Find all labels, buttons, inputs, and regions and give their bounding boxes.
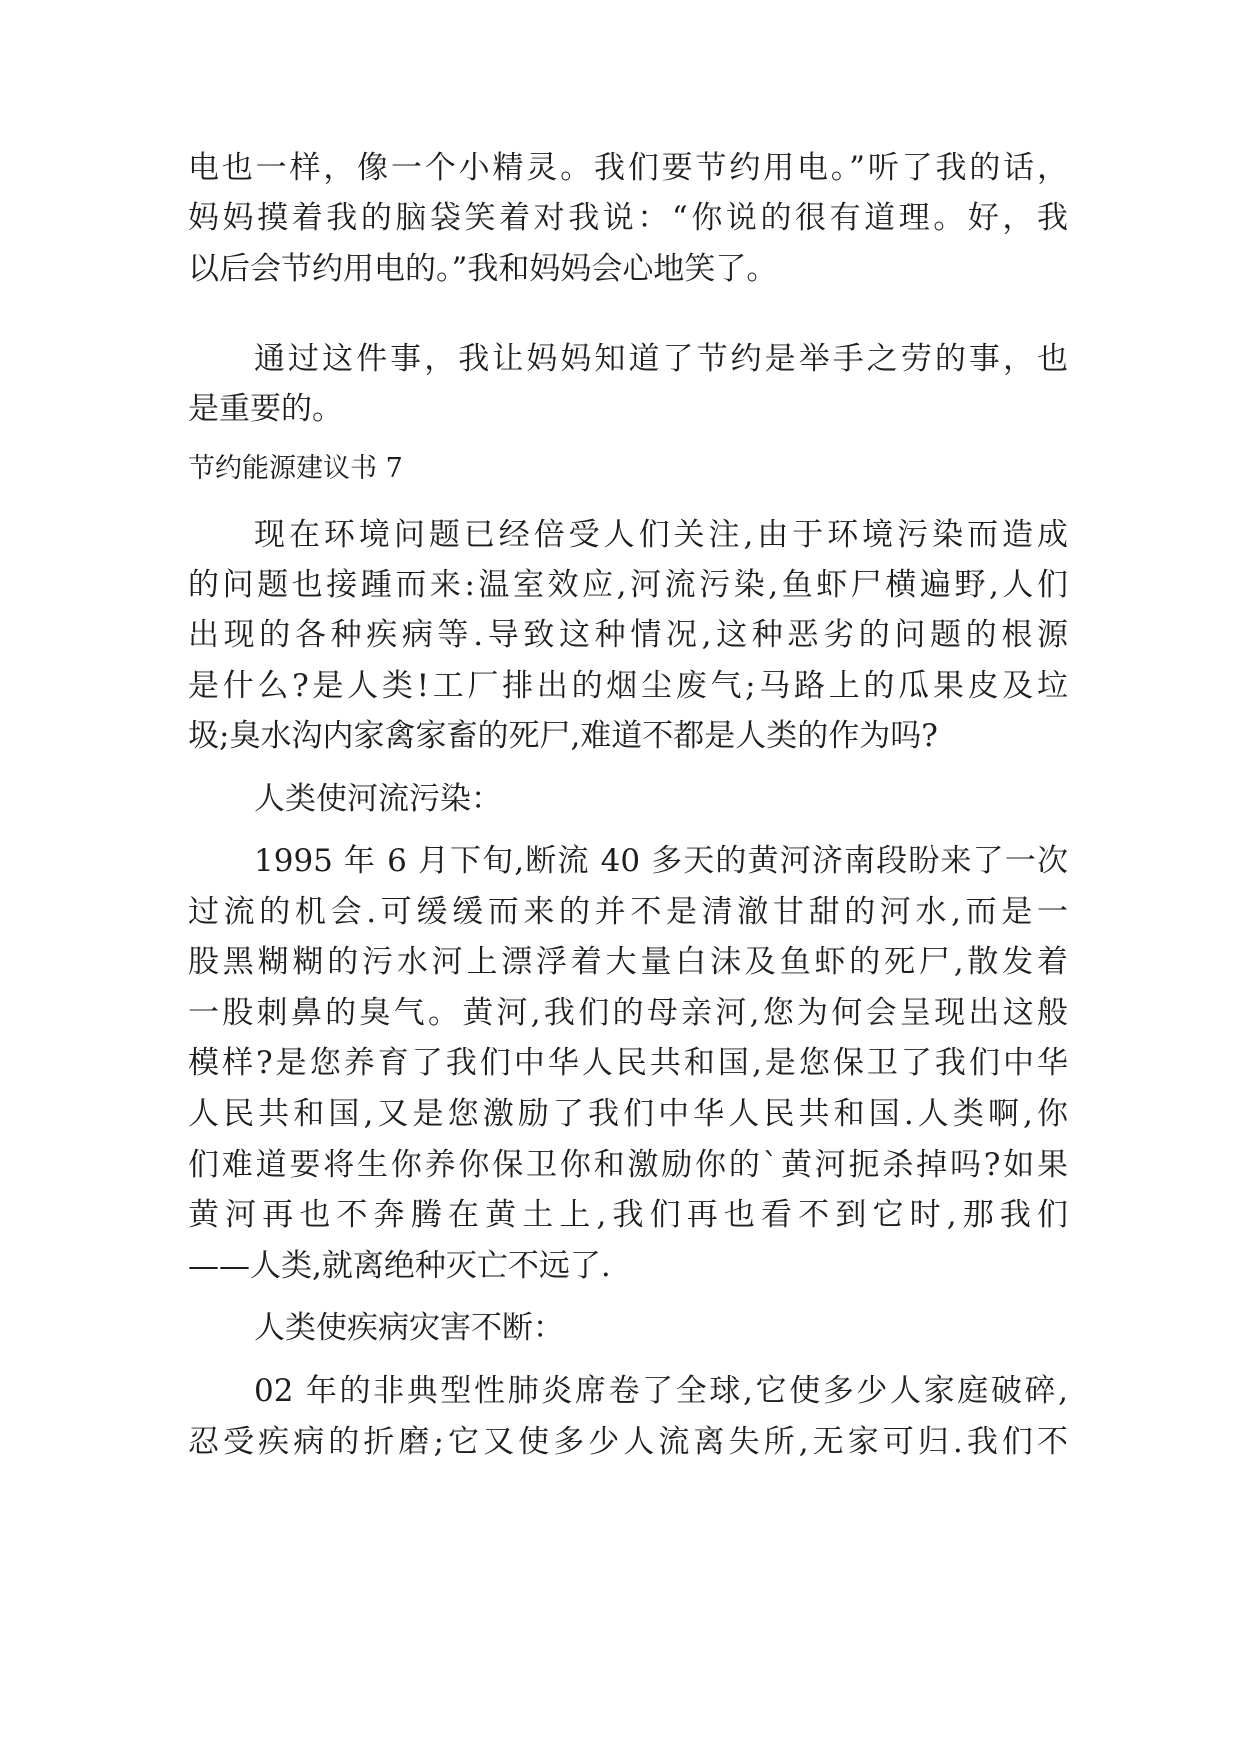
text-line: 忍受疾病的折磨;它又使多少人流离失所,无家可归.我们不 [188,1424,1068,1460]
text-line: 以后会节约用电的。”我和妈妈会心地笑了。 [188,251,778,287]
paragraph-line: 通过这件事，我让妈妈知道了节约是举手之劳的事，也 [254,341,1068,377]
text-line: 的问题也接踵而来:温室效应,河流污染,鱼虾尸横遍野,人们 [188,567,1068,603]
paragraph-line: 02 年的非典型性肺炎席卷了全球,它使多少人家庭破碎, [254,1373,1068,1409]
text-line: 黄河再也不奔腾在黄土上,我们再也看不到它时,那我们 [188,1197,1068,1233]
text-line: 圾;臭水沟内家禽家畜的死尸,难道不都是人类的作为吗? [188,718,938,754]
text-line: 们难道要将生你养你保卫你和激励你的`黄河扼杀掉吗?如果 [188,1147,1068,1183]
text-line: 电也一样，像一个小精灵。我们要节约用电。”听了我的话， [188,150,1068,186]
subheading-line: 人类使疾病灾害不断： [254,1310,564,1346]
text-line: 人民共和国,又是您激励了我们中华人民共和国.人类啊,你 [188,1096,1068,1132]
text-line: 一股刺鼻的臭气。黄河,我们的母亲河,您为何会呈现出这般 [188,995,1068,1031]
text-line: 是什么?是人类!工厂排出的烟尘废气;马路上的瓜果皮及垃 [188,668,1068,704]
text-line: 过流的机会.可缓缓而来的并不是清澈甘甜的河水,而是一 [188,894,1068,930]
paragraph-line: 1995 年 6 月下旬,断流 40 多天的黄河济南段盼来了一次 [254,843,1068,879]
text-line: ——人类,就离绝种灭亡不远了. [188,1248,611,1284]
text-line: 出现的各种疾病等.导致这种情况,这种恶劣的问题的根源 [188,617,1068,653]
text-line: 模样?是您养育了我们中华人民共和国,是您保卫了我们中华 [188,1045,1068,1081]
text-line: 股黑糊糊的污水河上漂浮着大量白沫及鱼虾的死尸,散发着 [188,944,1068,980]
subheading-line: 人类使河流污染： [254,781,502,817]
text-line: 妈妈摸着我的脑袋笑着对我说：“你说的很有道理。好，我 [188,200,1068,236]
section-heading: 节约能源建议书 7 [188,453,403,484]
text-line: 是重要的。 [188,391,343,427]
paragraph-line: 现在环境问题已经倍受人们关注,由于环境污染而造成 [254,517,1068,553]
